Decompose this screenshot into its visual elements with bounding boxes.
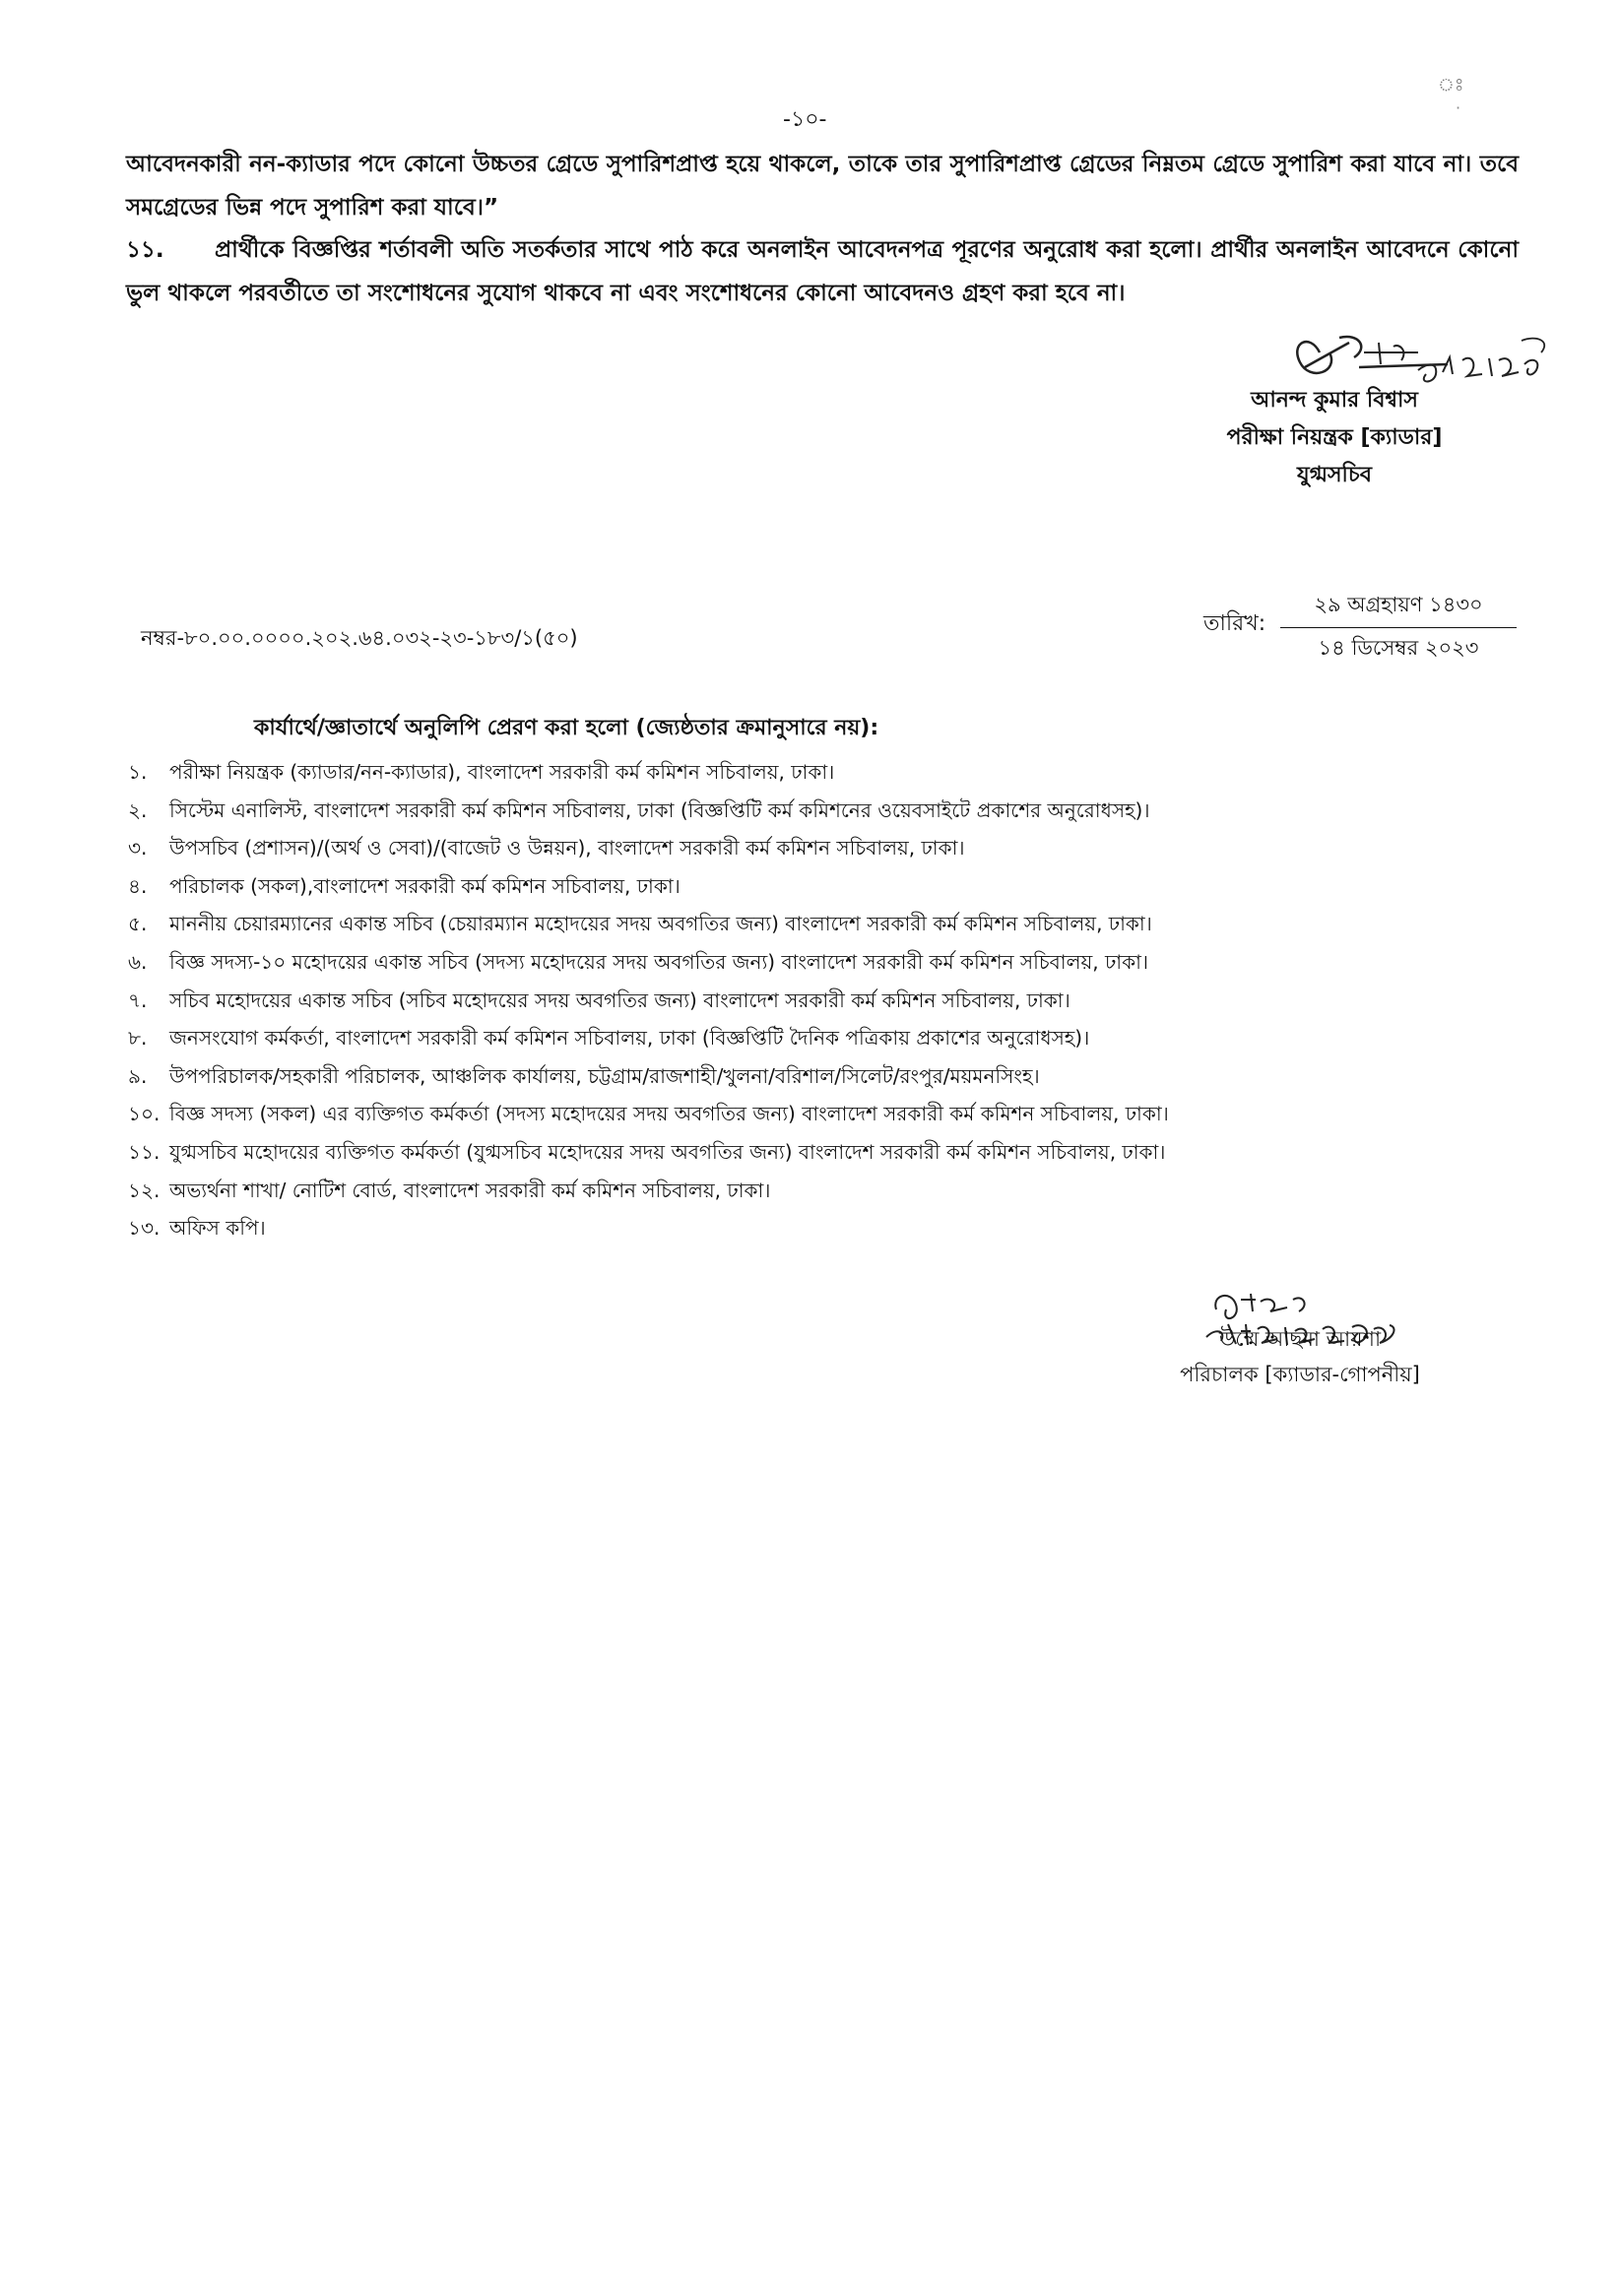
signatory-1-block xyxy=(1177,382,1492,494)
list-item-number: ৫. xyxy=(128,912,148,936)
list-item xyxy=(128,905,1526,943)
list-item-text: পরীক্ষা নিয়ন্ত্রক (ক্যাডার/নন-ক্যাডার), বাংলাদেশ সরকারী কর্ম কমিশন সচিবালয়, ঢাকা। xyxy=(169,760,835,784)
list-item-number: ১১. xyxy=(128,1139,161,1164)
list-item-text: সচিব মহোদয়ের একান্ত সচিব (সচিব মহোদয়ের সদয় অবগতির জন্য) বাংলাদেশ সরকারী কর্ম কমিশন সচিবালয়, ঢাকা। xyxy=(169,988,1070,1012)
paragraph-text: প্রার্থীকে বিজ্ঞপ্তির শর্তাবলী অতি সতর্কতার সাথে পাঠ করে অনলাইন আবেদনপত্র পূরণের অনুরোধ করা হলো। প্রার্থীর অনলাইন আবেদনে কোনো ভুল থাকলে পরবর্তীতে তা সংশোধনের সুযোগ থাকবে না এবং সংশোধনের কোনো আবেদনও গ্রহণ করা হবে না। xyxy=(126,237,1519,306)
list-item xyxy=(128,1057,1526,1096)
paragraph-continuation xyxy=(126,143,1519,229)
date-box xyxy=(1280,589,1517,667)
list-item-number: ৮. xyxy=(128,1026,148,1051)
signatory-2-designation: পরিচালক [ক্যাডার-গোপনীয়] xyxy=(1180,1363,1420,1386)
corner-mark: ঃ xyxy=(1438,75,1464,96)
list-item-text: জনসংযোগ কর্মকর্তা, বাংলাদেশ সরকারী কর্ম কমিশন সচিবালয়, ঢাকা (বিজ্ঞপ্তিটি দৈনিক পত্রিকায় প্রকাশের অনুরোধসহ)। xyxy=(169,1026,1090,1051)
date-english: ১৪ ডিসেম্বর ২০২৩ xyxy=(1318,636,1479,660)
list-item xyxy=(128,1209,1526,1247)
distribution-heading: কার্যার্থে/জ্ঞাতার্থে অনুলিপি প্রেরণ করা হলো (জ্যেষ্ঠতার ক্রমানুসারে নয়): xyxy=(254,716,879,740)
list-item xyxy=(128,1095,1526,1133)
list-item-number: ৭. xyxy=(128,988,148,1012)
signatory-1-rank: যুগ্মসচিব xyxy=(1297,463,1372,487)
list-item xyxy=(128,1019,1526,1057)
signatory-2-block xyxy=(1133,1321,1467,1392)
list-item-number: ১২. xyxy=(128,1178,161,1202)
list-item xyxy=(128,943,1526,982)
list-item-number: ১. xyxy=(128,760,148,784)
list-item-number: ৯. xyxy=(128,1063,148,1088)
paragraph-11 xyxy=(126,228,1519,315)
list-item xyxy=(128,753,1526,792)
list-item-text: বিজ্ঞ সদস্য-১০ মহোদয়ের একান্ত সচিব (সদস্য মহোদয়ের সদয় অবগতির জন্য) বাংলাদেশ সরকারী কর্ম কমিশন সচিবালয়, ঢাকা। xyxy=(169,949,1149,974)
list-item xyxy=(128,1172,1526,1210)
list-item-text: উপপরিচালক/সহকারী পরিচালক, আঞ্চলিক কার্যালয়, চট্টগ্রাম/রাজশাহী/খুলনা/বরিশাল/সিলেট/রংপুর/ময়মনসিংহ। xyxy=(169,1063,1040,1088)
page-number: -১০- xyxy=(783,107,827,132)
list-item-number: ১০. xyxy=(128,1102,161,1126)
list-item xyxy=(128,982,1526,1020)
list-item xyxy=(128,867,1526,906)
paragraph-number: ১১. xyxy=(126,237,164,263)
list-item-number: ৪. xyxy=(128,873,148,898)
list-item-text: পরিচালক (সকল),বাংলাদেশ সরকারী কর্ম কমিশন সচিবালয়, ঢাকা। xyxy=(169,873,681,898)
list-item-number: ৬. xyxy=(128,949,148,974)
list-item-text: বিজ্ঞ সদস্য (সকল) এর ব্যক্তিগত কর্মকর্তা (সদস্য মহোদয়ের সদয় অবগতির জন্য) বাংলাদেশ সরকারী কর্ম কমিশন সচিবালয়, ঢাকা। xyxy=(169,1102,1169,1126)
list-item-text: উপসচিব (প্রশাসন)/(অর্থ ও সেবা)/(বাজেট ও উন্নয়ন), বাংলাদেশ সরকারী কর্ম কমিশন সচিবালয়, ঢাকা। xyxy=(169,836,965,861)
list-item-number: ৩. xyxy=(128,836,148,861)
memo-number: নম্বর-৮০.০০.০০০০.২০২.৬৪.০৩২-২৩-১৮৩/১(৫০) xyxy=(141,626,578,650)
signatory-2-name: উম্মে আছমা আয়শা xyxy=(1218,1327,1382,1351)
date-bangla: ২৯ অগ্রহায়ণ ১৪৩০ xyxy=(1280,589,1517,628)
list-item-text: মাননীয় চেয়ারম্যানের একান্ত সচিব (চেয়ারম্যান মহোদয়ের সদয় অবগতির জন্য) বাংলাদেশ সরকারী কর্ম কমিশন সচিবালয়, ঢাকা। xyxy=(169,912,1152,936)
signatory-1-designation: পরীক্ষা নিয়ন্ত্রক [ক্যাডার] xyxy=(1226,425,1443,450)
list-item-text: অভ্যর্থনা শাখা/ নোটিশ বোর্ড, বাংলাদেশ সরকারী কর্ম কমিশন সচিবালয়, ঢাকা। xyxy=(169,1178,771,1202)
date-label: তারিখ: xyxy=(1203,611,1266,636)
corner-mark-dot: · xyxy=(1456,98,1461,117)
list-item xyxy=(128,1133,1526,1172)
distribution-list xyxy=(128,753,1526,1247)
paragraph-text: আবেদনকারী নন-ক্যাডার পদে কোনো উচ্চতর গ্রেডে সুপারিশপ্রাপ্ত হয়ে থাকলে, তাকে তার সুপারিশপ্রাপ্ত গ্রেডের নিম্নতম গ্রেডে সুপারিশ করা যাবে না। তবে সমগ্রেডের ভিন্ন পদে সুপারিশ করা যাবে।” xyxy=(126,152,1519,221)
list-item-number: ২. xyxy=(128,797,148,822)
list-item-text: যুগ্মসচিব মহোদয়ের ব্যক্তিগত কর্মকর্তা (যুগ্মসচিব মহোদয়ের সদয় অবগতির জন্য) বাংলাদেশ সরকারী কর্ম কমিশন সচিবালয়, ঢাকা। xyxy=(169,1139,1166,1164)
list-item xyxy=(128,829,1526,867)
list-item-number: ১৩. xyxy=(128,1216,161,1241)
signatory-1-name: আনন্দ কুমার বিশ্বাস xyxy=(1251,388,1418,413)
list-item xyxy=(128,792,1526,830)
list-item-text: অফিস কপি। xyxy=(169,1216,266,1241)
list-item-text: সিস্টেম এনালিস্ট, বাংলাদেশ সরকারী কর্ম কমিশন সচিবালয়, ঢাকা (বিজ্ঞপ্তিটি কর্ম কমিশনের ওয়েবসাইটে প্রকাশের অনুরোধসহ)। xyxy=(169,797,1150,822)
